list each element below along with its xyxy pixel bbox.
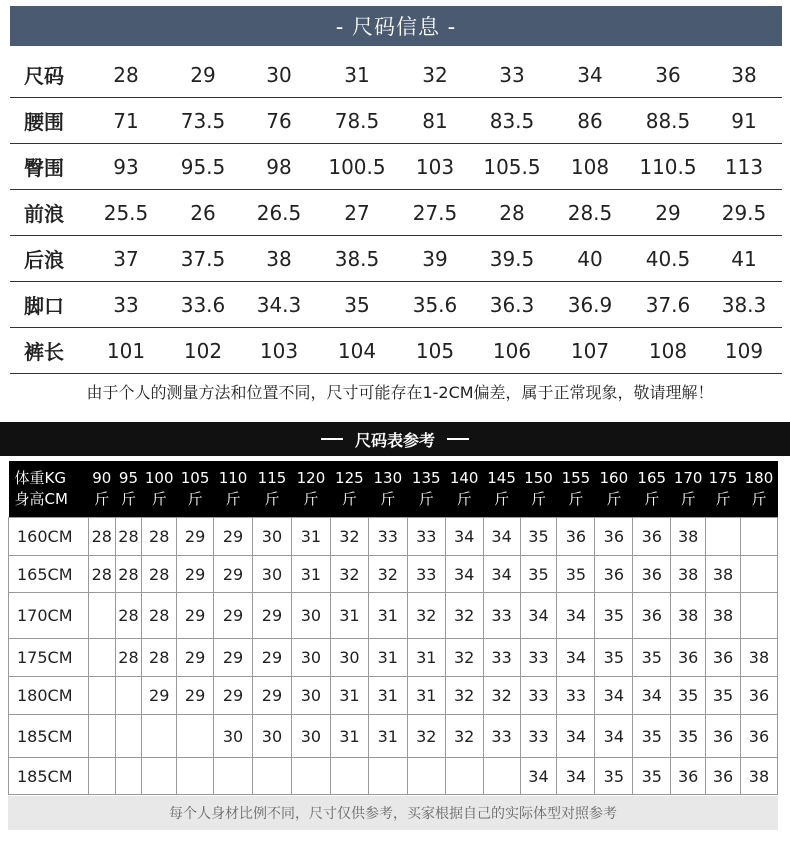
recommended-size-cell: 32 bbox=[445, 715, 483, 758]
weight-header-cell bbox=[633, 461, 671, 518]
recommended-size-cell: 30 bbox=[214, 715, 253, 758]
recommended-size-cell: 36 bbox=[633, 593, 671, 639]
recommended-size-cell: 33 bbox=[483, 639, 520, 677]
size-value-cell: 81 bbox=[396, 98, 474, 144]
recommended-size-cell: 34 bbox=[445, 518, 483, 556]
weight-unit: 斤 bbox=[187, 490, 203, 508]
height-cell: 165CM bbox=[9, 556, 89, 593]
weight-axis-label: 体重KG bbox=[14, 469, 66, 487]
size-value-cell: 95.5 bbox=[166, 144, 240, 190]
recommended-size-cell: 34 bbox=[483, 556, 520, 593]
height-cell: 175CM bbox=[9, 639, 89, 677]
size-value-cell: 100.5 bbox=[318, 144, 396, 190]
reference-corner-cell bbox=[9, 461, 89, 518]
recommended-size-cell: 28 bbox=[115, 556, 142, 593]
size-header-cell: 30 bbox=[240, 52, 318, 98]
size-value-cell: 39.5 bbox=[474, 236, 550, 282]
size-row bbox=[10, 98, 782, 144]
size-row-label: 裤长 bbox=[10, 328, 86, 374]
weight-unit: 斤 bbox=[94, 490, 110, 508]
recommended-size-cell: 31 bbox=[368, 639, 407, 677]
size-value-cell: 91 bbox=[706, 98, 782, 144]
recommended-size-cell: 30 bbox=[291, 593, 330, 639]
size-header-cell: 29 bbox=[166, 52, 240, 98]
weight-unit: 斤 bbox=[380, 490, 396, 508]
weight-header-cell bbox=[330, 461, 368, 518]
weight-unit: 斤 bbox=[680, 490, 696, 508]
weight-unit: 斤 bbox=[120, 490, 136, 508]
recommended-size-cell: 36 bbox=[595, 518, 633, 556]
size-value-cell: 27.5 bbox=[396, 190, 474, 236]
recommended-size-cell: 38 bbox=[740, 758, 777, 795]
reference-title-bar bbox=[0, 422, 790, 456]
recommended-size-cell: 30 bbox=[291, 639, 330, 677]
recommended-size-cell: 28 bbox=[115, 518, 142, 556]
recommended-size-cell: 34 bbox=[520, 758, 557, 795]
size-value-cell: 29.5 bbox=[706, 190, 782, 236]
weight-header-cell bbox=[706, 461, 741, 518]
recommended-size-cell: 28 bbox=[142, 518, 177, 556]
recommended-size-cell: 31 bbox=[368, 715, 407, 758]
recommended-size-cell: 29 bbox=[214, 677, 253, 715]
weight-header-cell bbox=[445, 461, 483, 518]
weight-value: 95 bbox=[118, 469, 138, 487]
recommended-size-cell: 28 bbox=[142, 639, 177, 677]
size-value-cell: 103 bbox=[396, 144, 474, 190]
recommended-size-cell: 32 bbox=[407, 593, 445, 639]
weight-value: 125 bbox=[335, 469, 364, 487]
recommended-size-cell: 28 bbox=[88, 556, 115, 593]
size-value-cell: 34.3 bbox=[240, 282, 318, 328]
measurement-note: 由于个人的测量方法和位置不同，尺寸可能存在1-2CM偏差，属于正常现象，敬请理解！ bbox=[86, 383, 714, 402]
recommended-size-cell bbox=[445, 758, 483, 795]
weight-unit: 斤 bbox=[530, 490, 546, 508]
recommended-size-cell: 34 bbox=[557, 715, 595, 758]
weight-header-cell bbox=[368, 461, 407, 518]
reference-row bbox=[9, 556, 778, 593]
recommended-size-cell: 30 bbox=[253, 715, 292, 758]
weight-header-cell bbox=[214, 461, 253, 518]
size-row bbox=[10, 144, 782, 190]
size-value-cell: 102 bbox=[166, 328, 240, 374]
recommended-size-cell: 28 bbox=[88, 518, 115, 556]
weight-value: 105 bbox=[180, 469, 210, 487]
size-row-label: 前浪 bbox=[10, 190, 86, 236]
recommended-size-cell: 30 bbox=[253, 556, 292, 593]
recommended-size-cell: 36 bbox=[633, 518, 671, 556]
weight-header-cell bbox=[595, 461, 633, 518]
recommended-size-cell bbox=[88, 677, 115, 715]
weight-unit: 斤 bbox=[494, 490, 510, 508]
size-value-cell: 105 bbox=[396, 328, 474, 374]
size-value-cell: 108 bbox=[550, 144, 630, 190]
weight-header-cell bbox=[115, 461, 142, 518]
recommended-size-cell: 35 bbox=[633, 639, 671, 677]
weight-value: 110 bbox=[218, 469, 248, 487]
weight-value: 90 bbox=[92, 469, 112, 487]
recommended-size-cell: 28 bbox=[115, 639, 142, 677]
size-header-cell: 33 bbox=[474, 52, 550, 98]
recommended-size-cell: 34 bbox=[483, 518, 520, 556]
size-value-cell: 103 bbox=[240, 328, 318, 374]
size-value-cell: 105.5 bbox=[474, 144, 550, 190]
recommended-size-cell: 36 bbox=[740, 715, 777, 758]
recommended-size-cell: 32 bbox=[445, 677, 483, 715]
weight-unit: 斤 bbox=[751, 490, 767, 508]
size-value-cell: 86 bbox=[550, 98, 630, 144]
recommended-size-cell: 29 bbox=[177, 639, 214, 677]
size-value-cell: 35.6 bbox=[396, 282, 474, 328]
size-value-cell: 28 bbox=[474, 190, 550, 236]
recommended-size-cell: 35 bbox=[557, 556, 595, 593]
weight-unit: 斤 bbox=[341, 490, 357, 508]
weight-unit: 斤 bbox=[151, 490, 167, 508]
recommended-size-cell: 36 bbox=[633, 556, 671, 593]
recommended-size-cell: 34 bbox=[557, 758, 595, 795]
size-value-cell: 33 bbox=[86, 282, 166, 328]
recommended-size-cell: 31 bbox=[330, 593, 368, 639]
size-value-cell: 108 bbox=[630, 328, 706, 374]
recommended-size-cell: 31 bbox=[407, 677, 445, 715]
height-cell: 185CM bbox=[9, 715, 89, 758]
recommended-size-cell: 31 bbox=[330, 715, 368, 758]
size-value-cell: 113 bbox=[706, 144, 782, 190]
weight-unit: 斤 bbox=[264, 490, 280, 508]
weight-value: 120 bbox=[296, 469, 326, 487]
reference-row bbox=[9, 758, 778, 795]
recommended-size-cell: 30 bbox=[291, 677, 330, 715]
weight-unit: 斤 bbox=[568, 490, 584, 508]
recommended-size-cell: 35 bbox=[633, 758, 671, 795]
height-cell: 185CM bbox=[9, 758, 89, 795]
size-reference-table bbox=[8, 461, 778, 795]
size-value-cell: 25.5 bbox=[86, 190, 166, 236]
recommended-size-cell bbox=[407, 758, 445, 795]
reference-row bbox=[9, 593, 778, 639]
recommended-size-cell: 35 bbox=[520, 518, 557, 556]
recommended-size-cell: 28 bbox=[115, 593, 142, 639]
size-row bbox=[10, 190, 782, 236]
recommended-size-cell: 31 bbox=[368, 677, 407, 715]
recommended-size-cell: 29 bbox=[214, 639, 253, 677]
weight-value: 145 bbox=[487, 469, 516, 487]
recommended-size-cell bbox=[291, 758, 330, 795]
weight-value: 165 bbox=[637, 469, 667, 487]
size-row bbox=[10, 282, 782, 328]
weight-value: 140 bbox=[449, 469, 479, 487]
recommended-size-cell: 35 bbox=[595, 639, 633, 677]
size-value-cell: 78.5 bbox=[318, 98, 396, 144]
size-value-cell: 83.5 bbox=[474, 98, 550, 144]
height-axis-label: 身高CM bbox=[14, 490, 68, 508]
size-row-label: 腰围 bbox=[10, 98, 86, 144]
recommended-size-cell: 29 bbox=[214, 518, 253, 556]
recommended-size-cell: 32 bbox=[330, 556, 368, 593]
size-value-cell: 37 bbox=[86, 236, 166, 282]
size-value-cell: 27 bbox=[318, 190, 396, 236]
size-value-cell: 88.5 bbox=[630, 98, 706, 144]
weight-unit: 斤 bbox=[303, 490, 319, 508]
recommended-size-cell: 29 bbox=[253, 639, 292, 677]
size-value-cell: 28.5 bbox=[550, 190, 630, 236]
recommended-size-cell bbox=[368, 758, 407, 795]
recommended-size-cell: 34 bbox=[520, 593, 557, 639]
size-info-banner: - 尺码信息 - bbox=[10, 6, 782, 46]
size-value-cell: 104 bbox=[318, 328, 396, 374]
size-value-cell: 107 bbox=[550, 328, 630, 374]
weight-unit: 斤 bbox=[606, 490, 622, 508]
size-header-cell: 28 bbox=[86, 52, 166, 98]
weight-header-cell bbox=[483, 461, 520, 518]
weight-header-cell bbox=[740, 461, 777, 518]
size-row-label: 臀围 bbox=[10, 144, 86, 190]
weight-header-cell bbox=[142, 461, 177, 518]
size-value-cell: 35 bbox=[318, 282, 396, 328]
weight-header-cell bbox=[407, 461, 445, 518]
height-cell: 180CM bbox=[9, 677, 89, 715]
size-value-cell: 38.5 bbox=[318, 236, 396, 282]
recommended-size-cell: 28 bbox=[142, 593, 177, 639]
recommended-size-cell: 36 bbox=[671, 639, 706, 677]
weight-value: 130 bbox=[373, 469, 403, 487]
recommended-size-cell: 36 bbox=[595, 556, 633, 593]
recommended-size-cell: 34 bbox=[633, 677, 671, 715]
reference-note: 每个人身材比例不同，尺寸仅供参考，买家根据自己的实际体型对照参考 bbox=[8, 796, 778, 830]
title-dash-left bbox=[321, 438, 343, 440]
recommended-size-cell: 36 bbox=[557, 518, 595, 556]
size-header-cell: 31 bbox=[318, 52, 396, 98]
recommended-size-cell bbox=[740, 593, 777, 639]
recommended-size-cell: 34 bbox=[595, 677, 633, 715]
weight-header-cell bbox=[291, 461, 330, 518]
recommended-size-cell: 32 bbox=[407, 715, 445, 758]
recommended-size-cell: 30 bbox=[330, 639, 368, 677]
size-row bbox=[10, 328, 782, 374]
size-table bbox=[10, 52, 782, 374]
recommended-size-cell: 29 bbox=[177, 593, 214, 639]
recommended-size-cell bbox=[88, 758, 115, 795]
weight-unit: 斤 bbox=[644, 490, 660, 508]
weight-value: 100 bbox=[144, 469, 174, 487]
recommended-size-cell: 33 bbox=[407, 518, 445, 556]
recommended-size-cell: 32 bbox=[445, 639, 483, 677]
weight-header-cell bbox=[520, 461, 557, 518]
recommended-size-cell: 29 bbox=[177, 677, 214, 715]
recommended-size-cell: 36 bbox=[740, 677, 777, 715]
recommended-size-cell: 36 bbox=[706, 639, 741, 677]
recommended-size-cell: 34 bbox=[595, 715, 633, 758]
recommended-size-cell: 36 bbox=[671, 758, 706, 795]
recommended-size-cell bbox=[88, 639, 115, 677]
reference-row bbox=[9, 677, 778, 715]
recommended-size-cell: 31 bbox=[330, 677, 368, 715]
size-header-row bbox=[10, 52, 782, 98]
recommended-size-cell: 35 bbox=[520, 556, 557, 593]
recommended-size-cell: 29 bbox=[253, 593, 292, 639]
recommended-size-cell: 32 bbox=[330, 518, 368, 556]
size-value-cell: 39 bbox=[396, 236, 474, 282]
recommended-size-cell: 33 bbox=[520, 715, 557, 758]
recommended-size-cell: 32 bbox=[445, 593, 483, 639]
weight-unit: 斤 bbox=[715, 490, 731, 508]
recommended-size-cell bbox=[483, 758, 520, 795]
recommended-size-cell: 34 bbox=[445, 556, 483, 593]
size-header-cell: 34 bbox=[550, 52, 630, 98]
size-value-cell: 93 bbox=[86, 144, 166, 190]
recommended-size-cell bbox=[706, 518, 741, 556]
weight-value: 115 bbox=[257, 469, 287, 487]
recommended-size-cell bbox=[214, 758, 253, 795]
recommended-size-cell bbox=[177, 758, 214, 795]
size-value-cell: 38.3 bbox=[706, 282, 782, 328]
reference-header-row bbox=[9, 461, 778, 518]
reference-row bbox=[9, 518, 778, 556]
size-value-cell: 36.9 bbox=[550, 282, 630, 328]
recommended-size-cell: 31 bbox=[291, 556, 330, 593]
reference-row bbox=[9, 715, 778, 758]
recommended-size-cell: 29 bbox=[142, 677, 177, 715]
height-cell: 170CM bbox=[9, 593, 89, 639]
recommended-size-cell: 35 bbox=[671, 715, 706, 758]
height-cell: 160CM bbox=[9, 518, 89, 556]
recommended-size-cell: 38 bbox=[671, 556, 706, 593]
weight-unit: 斤 bbox=[225, 490, 241, 508]
recommended-size-cell: 36 bbox=[706, 758, 741, 795]
recommended-size-cell bbox=[177, 715, 214, 758]
recommended-size-cell bbox=[142, 715, 177, 758]
size-header-label: 尺码 bbox=[10, 52, 86, 98]
weight-unit: 斤 bbox=[418, 490, 434, 508]
size-value-cell: 37.6 bbox=[630, 282, 706, 328]
size-value-cell: 29 bbox=[630, 190, 706, 236]
recommended-size-cell: 29 bbox=[177, 556, 214, 593]
recommended-size-cell bbox=[115, 758, 142, 795]
weight-value: 150 bbox=[524, 469, 553, 487]
recommended-size-cell: 38 bbox=[671, 593, 706, 639]
size-value-cell: 110.5 bbox=[630, 144, 706, 190]
size-value-cell: 37.5 bbox=[166, 236, 240, 282]
recommended-size-cell: 38 bbox=[706, 556, 741, 593]
recommended-size-cell bbox=[88, 593, 115, 639]
weight-header-cell bbox=[253, 461, 292, 518]
size-value-cell: 98 bbox=[240, 144, 318, 190]
size-row-label: 后浪 bbox=[10, 236, 86, 282]
recommended-size-cell bbox=[253, 758, 292, 795]
reference-title: 尺码表参考 bbox=[354, 430, 435, 450]
size-value-cell: 73.5 bbox=[166, 98, 240, 144]
recommended-size-cell: 29 bbox=[214, 556, 253, 593]
weight-value: 180 bbox=[744, 469, 774, 487]
recommended-size-cell bbox=[115, 715, 142, 758]
recommended-size-cell: 33 bbox=[520, 677, 557, 715]
recommended-size-cell: 28 bbox=[142, 556, 177, 593]
recommended-size-cell: 35 bbox=[671, 677, 706, 715]
size-row bbox=[10, 236, 782, 282]
recommended-size-cell: 38 bbox=[706, 593, 741, 639]
weight-value: 175 bbox=[708, 469, 738, 487]
recommended-size-cell: 35 bbox=[633, 715, 671, 758]
size-header-cell: 38 bbox=[706, 52, 782, 98]
weight-header-cell bbox=[557, 461, 595, 518]
recommended-size-cell: 30 bbox=[291, 715, 330, 758]
recommended-size-cell: 36 bbox=[706, 715, 741, 758]
size-value-cell: 38 bbox=[240, 236, 318, 282]
recommended-size-cell: 32 bbox=[483, 677, 520, 715]
recommended-size-cell: 31 bbox=[407, 639, 445, 677]
size-value-cell: 101 bbox=[86, 328, 166, 374]
recommended-size-cell: 33 bbox=[368, 518, 407, 556]
recommended-size-cell: 33 bbox=[407, 556, 445, 593]
recommended-size-cell: 33 bbox=[557, 677, 595, 715]
recommended-size-cell: 33 bbox=[483, 593, 520, 639]
size-value-cell: 40 bbox=[550, 236, 630, 282]
recommended-size-cell: 34 bbox=[557, 593, 595, 639]
recommended-size-cell: 31 bbox=[368, 593, 407, 639]
recommended-size-cell: 33 bbox=[483, 715, 520, 758]
recommended-size-cell bbox=[115, 677, 142, 715]
title-dash-right bbox=[447, 438, 469, 440]
weight-value: 155 bbox=[561, 469, 591, 487]
size-value-cell: 106 bbox=[474, 328, 550, 374]
size-header-cell: 32 bbox=[396, 52, 474, 98]
recommended-size-cell: 29 bbox=[253, 677, 292, 715]
recommended-size-cell: 30 bbox=[253, 518, 292, 556]
recommended-size-cell: 35 bbox=[706, 677, 741, 715]
recommended-size-cell: 29 bbox=[214, 593, 253, 639]
weight-value: 160 bbox=[599, 469, 629, 487]
recommended-size-cell: 31 bbox=[291, 518, 330, 556]
size-value-cell: 109 bbox=[706, 328, 782, 374]
recommended-size-cell: 38 bbox=[671, 518, 706, 556]
recommended-size-cell: 32 bbox=[368, 556, 407, 593]
weight-header-cell bbox=[88, 461, 115, 518]
weight-value: 135 bbox=[411, 469, 441, 487]
recommended-size-cell: 33 bbox=[520, 639, 557, 677]
size-value-cell: 76 bbox=[240, 98, 318, 144]
size-value-cell: 41 bbox=[706, 236, 782, 282]
recommended-size-cell bbox=[88, 715, 115, 758]
size-header-cell: 36 bbox=[630, 52, 706, 98]
recommended-size-cell: 29 bbox=[177, 518, 214, 556]
recommended-size-cell: 38 bbox=[740, 639, 777, 677]
recommended-size-cell: 34 bbox=[557, 639, 595, 677]
weight-header-cell bbox=[177, 461, 214, 518]
size-value-cell: 71 bbox=[86, 98, 166, 144]
size-row-label: 脚口 bbox=[10, 282, 86, 328]
weight-unit: 斤 bbox=[456, 490, 472, 508]
size-value-cell: 36.3 bbox=[474, 282, 550, 328]
size-value-cell: 40.5 bbox=[630, 236, 706, 282]
recommended-size-cell: 35 bbox=[595, 593, 633, 639]
recommended-size-cell bbox=[142, 758, 177, 795]
size-value-cell: 26.5 bbox=[240, 190, 318, 236]
recommended-size-cell bbox=[330, 758, 368, 795]
size-value-cell: 26 bbox=[166, 190, 240, 236]
recommended-size-cell bbox=[740, 556, 777, 593]
weight-header-cell bbox=[671, 461, 706, 518]
recommended-size-cell bbox=[740, 518, 777, 556]
size-value-cell: 33.6 bbox=[166, 282, 240, 328]
weight-value: 170 bbox=[673, 469, 703, 487]
recommended-size-cell: 35 bbox=[595, 758, 633, 795]
reference-row bbox=[9, 639, 778, 677]
